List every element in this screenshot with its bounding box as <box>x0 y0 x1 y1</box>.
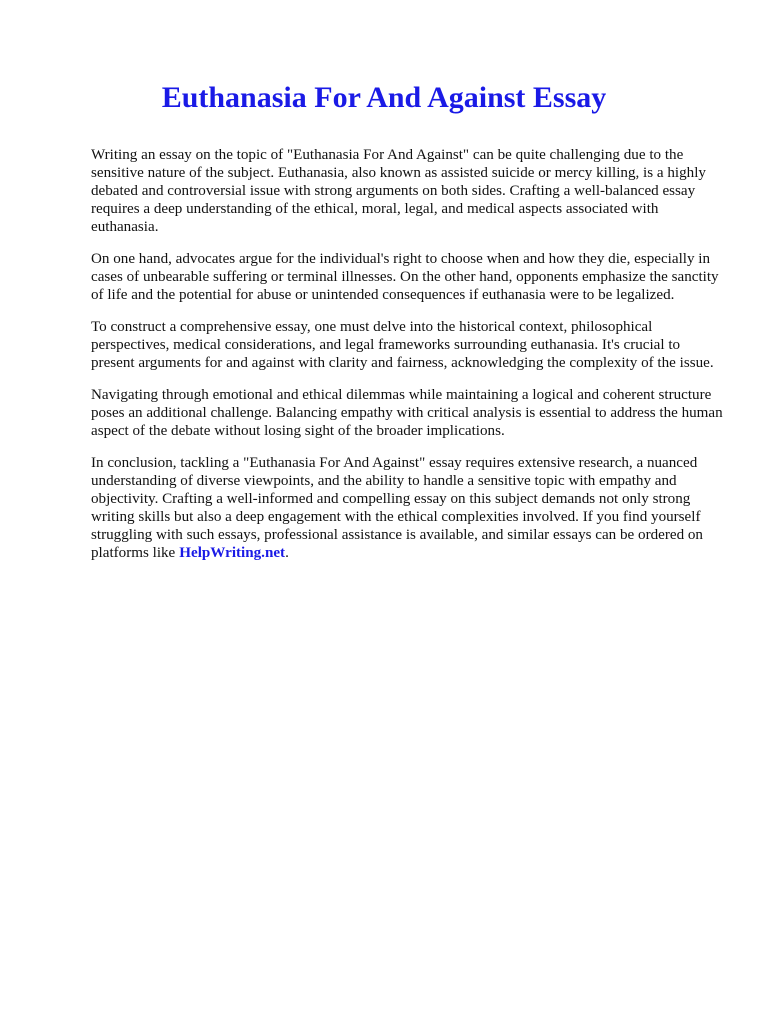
paragraph-challenges: Navigating through emotional and ethical dilemmas while maintaining a logical and coherent structure poses an additional challenge. Balancing empathy with critical analysis is essential to address the human aspect of the debate without losing sight of the broader implications. <box>91 387 723 439</box>
helpwriting-link[interactable]: HelpWriting.net <box>179 545 286 561</box>
conclusion-trailing: . <box>285 545 289 561</box>
paragraph-conclusion <box>91 454 723 562</box>
essay-body <box>91 146 723 576</box>
paragraph-construction: To construct a comprehensive essay, one must delve into the historical context, philosophical perspectives, medical considerations, and legal frameworks surrounding euthanasia. It's crucial to present arguments for and against with clarity and fairness, acknowledging the complexity of the issue. <box>91 319 714 371</box>
conclusion-text: In conclusion, tackling a "Euthanasia For And Against" essay requires extensive research, a nuanced understanding of diverse viewpoints, and the ability to handle a sensitive topic with empathy and objectivity. Crafting a well-informed and compelling essay on this subject demands not only strong writing skills but also a deep engagement with the ethical complexities involved. If you find yourself struggling with such essays, professional assistance is available, and similar essays can be ordered on platforms like <box>91 455 703 561</box>
page-title: Euthanasia For And Against Essay <box>161 81 607 114</box>
paragraph-arguments: On one hand, advocates argue for the individual's right to choose when and how they die, especially in cases of unbearable suffering or terminal illnesses. On the other hand, opponents emphasize the sanctity of life and the potential for abuse or unintended consequences if euthanasia were to be legalized. <box>91 251 719 303</box>
paragraph-intro: Writing an essay on the topic of "Euthanasia For And Against" can be quite challenging due to the sensitive nature of the subject. Euthanasia, also known as assisted suicide or mercy killing, is a highly debated and controversial issue with strong arguments on both sides. Crafting a well-balanced essay requires a deep understanding of the ethical, moral, legal, and medical aspects associated with euthanasia. <box>91 147 706 235</box>
